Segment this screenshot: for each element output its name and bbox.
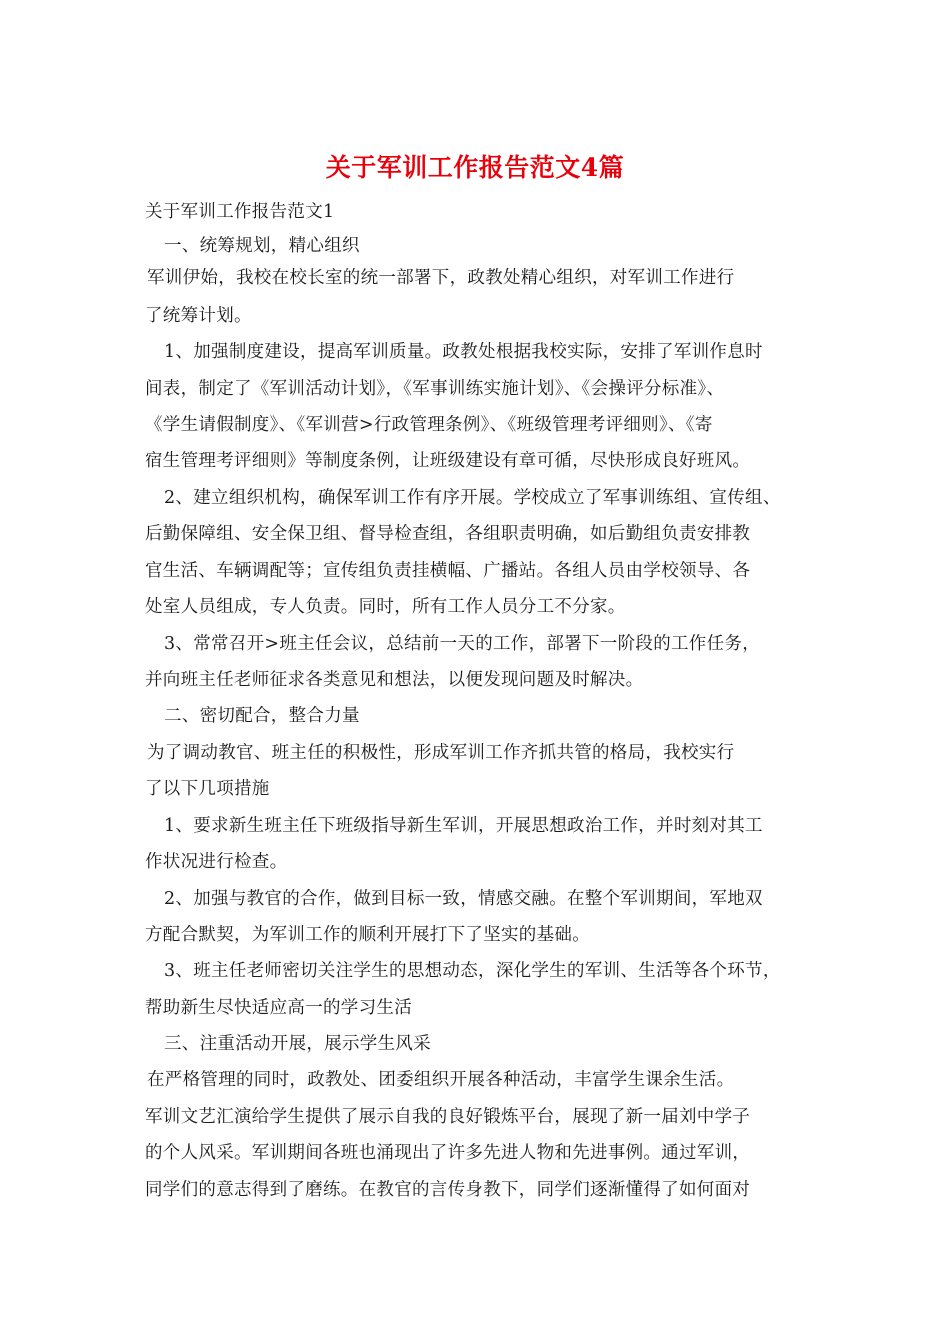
body-line: 方配合默契，为军训工作的顺利开展打下了坚实的基础。 <box>145 925 590 945</box>
body-line: 宿生管理考评细则》等制度条例，让班级建设有章可循，尽快形成良好班风。 <box>145 451 751 471</box>
body-line: 并向班主任老师征求各类意见和想法，以便发现问题及时解决。 <box>145 670 644 690</box>
body-line: 1、要求新生班主任下班级指导新生军训，开展思想政治工作，并时刻对其工 <box>164 816 763 836</box>
document-title: 关于军训工作报告范文4篇 <box>325 153 625 182</box>
body-line: 关于军训工作报告范文1 <box>145 202 335 222</box>
body-line: 间表，制定了《军训活动计划》，《军事训练实施计划》、《会操评分标准》、 <box>145 379 725 399</box>
body-line: 《学生请假制度》、《军训营>行政管理条例》、《班级管理考评细则》、《寄 <box>145 415 713 435</box>
body-line: 官生活、车辆调配等；宣传组负责挂横幅、广播站。各组人员由学校领导、各 <box>145 561 751 581</box>
body-line: 一、统筹规划，精心组织 <box>164 236 360 256</box>
body-line: 1、加强制度建设，提高军训质量。政教处根据我校实际，安排了军训作息时 <box>164 342 763 362</box>
body-line: 在严格管理的同时，政教处、团委组织开展各种活动，丰富学生课余生活。 <box>147 1070 735 1090</box>
body-line: 二、密切配合，整合力量 <box>164 706 360 726</box>
body-line: 军训文艺汇演给学生提供了展示自我的良好锻炼平台，展现了新一届刘中学子 <box>145 1107 751 1127</box>
body-line: 三、注重活动开展，展示学生风采 <box>164 1034 431 1054</box>
body-line: 2、加强与教官的合作，做到目标一致，情感交融。在整个军训期间，军地双 <box>164 889 763 909</box>
body-line: 处室人员组成，专人负责。同时，所有工作人员分工不分家。 <box>145 597 626 617</box>
body-line: 帮助新生尽快适应高一的学习生活 <box>145 998 412 1018</box>
body-line: 后勤保障组、安全保卫组、督导检查组，各组职责明确，如后勤组负责安排教 <box>145 524 751 544</box>
body-line: 的个人风采。军训期间各班也涌现出了许多先进人物和先进事例。通过军训， <box>145 1143 751 1163</box>
body-line: 作状况进行检查。 <box>145 852 288 872</box>
body-line: 3、班主任老师密切关注学生的思想动态，深化学生的军训、生活等各个环节， <box>164 961 781 981</box>
body-line: 了统筹计划。 <box>145 306 252 326</box>
body-line: 2、建立组织机构，确保军训工作有序开展。学校成立了军事训练组、宣传组、 <box>164 488 781 508</box>
body-line: 为了调动教官、班主任的积极性，形成军训工作齐抓共管的格局，我校实行 <box>147 743 735 763</box>
body-line: 了以下几项措施 <box>145 779 270 799</box>
body-line: 军训伊始，我校在校长室的统一部署下，政教处精心组织，对军训工作进行 <box>147 268 735 288</box>
body-line: 同学们的意志得到了磨练。在教官的言传身教下，同学们逐渐懂得了如何面对 <box>145 1180 751 1200</box>
body-line: 3、常常召开>班主任会议，总结前一天的工作，部署下一阶段的工作任务， <box>164 634 760 654</box>
